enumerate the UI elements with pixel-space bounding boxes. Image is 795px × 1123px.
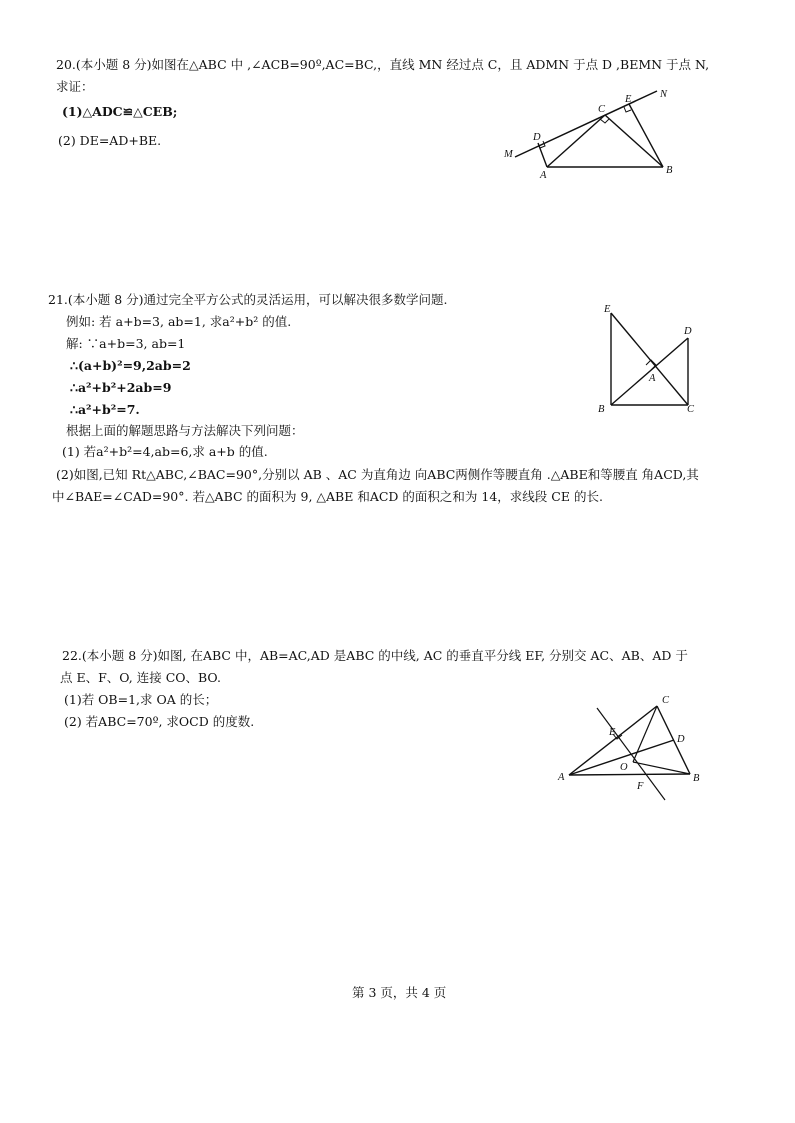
label-a: A [558, 772, 565, 783]
q21-step3: ∴a²+b²=7. [70, 402, 140, 417]
page-footer: 第 3 页，共 4 页 [352, 985, 447, 1000]
q20-stem: 20.(本小题 8 分)如图在△ABC 中 ,∠ACB=90º,AC=BC,，直线 MN 经过点 C，且 ADMN 于点 D ,BEMN 于点 N, [56, 57, 710, 72]
q20-figure [495, 85, 680, 185]
q21-part2-line2: 中∠BAE=∠CAD=90°. 若△ABC 的面积为 9, △ABE 和ACD 的面积之和为 14，求线段 CE 的长. [52, 489, 603, 504]
label-b: B [693, 773, 700, 784]
label-d: D [677, 734, 685, 745]
q20-part2: (2) DE=AD+BE. [58, 133, 162, 148]
label-d: D [533, 132, 541, 143]
label-d: D [684, 326, 692, 337]
q22-stem: 22.(本小题 8 分)如图, 在ABC 中，AB=AC,AD 是ABC 的中线, AC 的垂直平分线 EF, 分别交 AC、AB、AD 于 [62, 648, 688, 663]
q21-step2: ∴a²+b²+2ab=9 [70, 380, 172, 395]
q20-prove-label: 求证： [56, 79, 94, 94]
label-e: E [625, 94, 632, 105]
label-m: M [504, 149, 513, 160]
q21-example: 例如: 若 a+b=3, ab=1, 求a²+b² 的值. [66, 314, 292, 329]
q21-part2-line1: (2)如图,已知 Rt△ABC,∠BAC=90°,分别以 AB 、AC 为直角边 向ABC两侧作等腰直角 .△ABE和等腰直 角ACD,其 [56, 467, 699, 482]
q21-part1: (1) 若a²+b²=4,ab=6,求 a+b 的值. [62, 444, 268, 459]
label-a: A [540, 170, 547, 181]
q22-part2: (2) 若ABC=70º, 求OCD 的度数. [64, 714, 255, 729]
label-o: O [620, 762, 628, 773]
q20-part1: (1)△ADC≌△CEB; [62, 104, 178, 119]
q21-solution: 解: ∵a+b=3, ab=1 [66, 336, 186, 351]
label-n: N [660, 89, 668, 100]
label-e: E [609, 727, 616, 738]
label-e: E [604, 304, 611, 315]
q21-guide: 根据上面的解题思路与方法解决下列问题： [66, 423, 304, 438]
label-c: C [687, 404, 695, 415]
q22-figure [555, 688, 710, 798]
label-c: C [598, 104, 606, 115]
label-b: B [666, 165, 673, 176]
label-f: F [637, 781, 644, 792]
label-c: C [662, 695, 670, 706]
q22-stem-line2: 点 E、F、O, 连接 CO、BO. [60, 670, 221, 685]
q21-step1: ∴(a+b)²=9,2ab=2 [70, 358, 191, 373]
label-b: B [598, 404, 605, 415]
q22-part1: (1)若 OB=1,求 OA 的长； [64, 692, 218, 707]
q21-stem: 21.(本小题 8 分)通过完全平方公式的灵活运用，可以解决很多数学问题. [48, 292, 448, 307]
q21-figure [592, 298, 707, 423]
label-a: A [649, 373, 656, 384]
line-mn [515, 91, 657, 157]
